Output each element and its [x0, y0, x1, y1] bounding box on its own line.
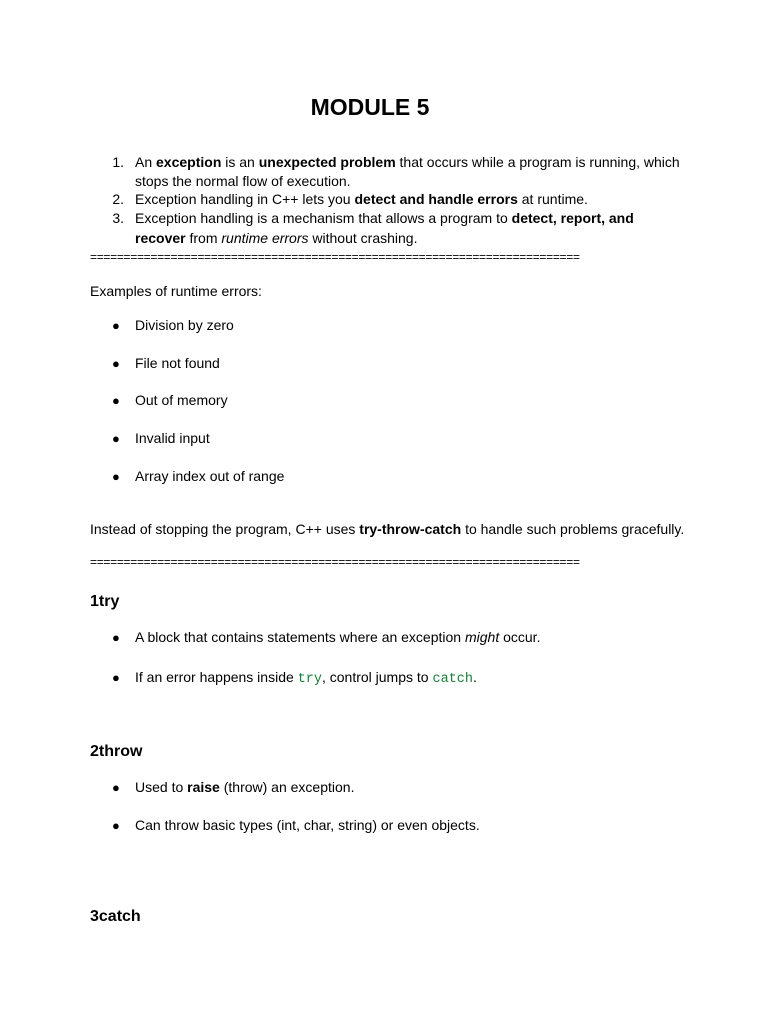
bullet-icon: ● — [112, 393, 120, 408]
list-item: Out of memory — [135, 392, 228, 408]
list-item: Division by zero — [135, 317, 234, 333]
bullet-icon: ● — [112, 469, 120, 484]
list-item: File not found — [135, 355, 220, 371]
list-item-continuation: stops the normal flow of execution. — [135, 173, 351, 189]
separator-line: ========================================================================= — [90, 250, 580, 264]
list-item: Used to raise (throw) an exception. — [135, 779, 355, 795]
list-item: Can throw basic types (int, char, string) or even objects. — [135, 817, 480, 833]
section-heading-try: 1try — [90, 593, 120, 610]
bullet-icon: ● — [112, 818, 120, 833]
list-number: 2. — [112, 191, 124, 207]
list-number: 1. — [112, 154, 124, 170]
separator-line: ========================================================================= — [90, 555, 580, 569]
bullet-icon: ● — [112, 318, 120, 333]
bullet-icon: ● — [112, 780, 120, 795]
bullet-icon: ● — [112, 356, 120, 371]
summary-paragraph: Instead of stopping the program, C++ uses try-throw-catch to handle such problems gracefully. — [90, 521, 685, 537]
inline-code: try — [297, 672, 322, 687]
list-item: Invalid input — [135, 430, 210, 446]
list-item-continuation: recover from runtime errors without crashing. — [135, 230, 418, 246]
bullet-icon: ● — [112, 431, 120, 446]
list-item: Exception handling in C++ lets you detect and handle errors at runtime. — [135, 191, 588, 207]
list-item: Array index out of range — [135, 468, 285, 484]
bullet-icon: ● — [112, 630, 120, 645]
list-item: A block that contains statements where an exception might occur. — [135, 629, 541, 645]
list-number: 3. — [112, 210, 124, 226]
page-title: MODULE 5 — [310, 94, 430, 120]
bullet-icon: ● — [112, 670, 120, 685]
list-item: Exception handling is a mechanism that allows a program to detect, report, and — [135, 210, 634, 226]
inline-code: catch — [432, 672, 473, 687]
section-heading-throw: 2throw — [90, 743, 143, 760]
list-item: An exception is an unexpected problem that occurs while a program is running, which — [135, 154, 680, 170]
list-item: If an error happens inside try, control jumps to catch. — [135, 669, 477, 687]
section-heading-catch: 3catch — [90, 908, 141, 925]
examples-heading: Examples of runtime errors: — [90, 283, 262, 299]
